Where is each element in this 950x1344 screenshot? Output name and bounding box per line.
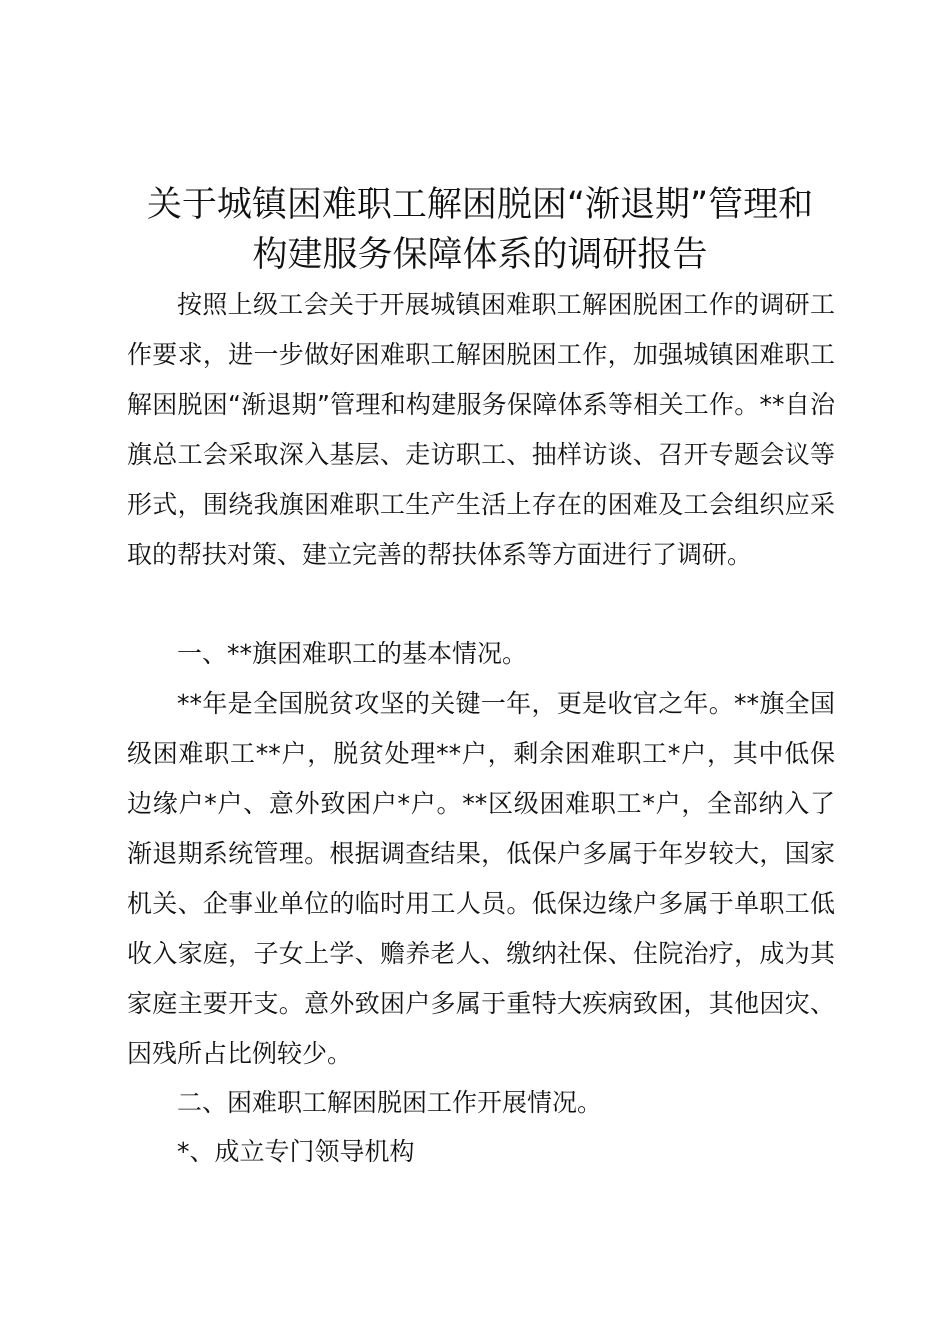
- intro-paragraph: 按照上级工会关于开展城镇困难职工解困脱困工作的调研工作要求，进一步做好困难职工解困脱困工作，加强城镇困难职工解困脱困“渐退期”管理和构建服务保障体系等相关工作。**自治旗总工会采取深入基层、走访职工、抽样访谈、召开专题会议等形式，围绕我旗困难职工生产生活上存在的困难及工会组织应采取的帮扶对策、建立完善的帮扶体系等方面进行了调研。: [127, 290, 835, 569]
- section-1-paragraph: **年是全国脱贫攻坚的关键一年，更是收官之年。**旗全国级困难职工**户，脱贫处理**户，剩余困难职工*户，其中低保边缘户*户、意外致困户*户。**区级困难职工*户，全部纳入了渐退期系统管理。根据调查结果，低保户多属于年岁较大，国家机关、企事业单位的临时用工人员。低保边缘户多属于单职工低收入家庭，子女上学、赡养老人、缴纳社保、住院治疗，成为其家庭主要开支。意外致困户多属于重特大疾病致困，其他因灾、因残所占比例较少。: [127, 689, 835, 1068]
- section-2-heading: 二、困难职工解困脱困工作开展情况。: [177, 1088, 603, 1117]
- section-2-subheading-1: *、成立专门领导机构: [177, 1137, 415, 1166]
- document-title: [100, 180, 860, 280]
- title-line-2: 构建服务保障体系的调研报告: [252, 235, 708, 275]
- section-1-heading: 一、**旗困难职工的基本情况。: [177, 639, 528, 668]
- title-line-1: 关于城镇困难职工解困脱困“渐退期”管理和: [146, 185, 814, 225]
